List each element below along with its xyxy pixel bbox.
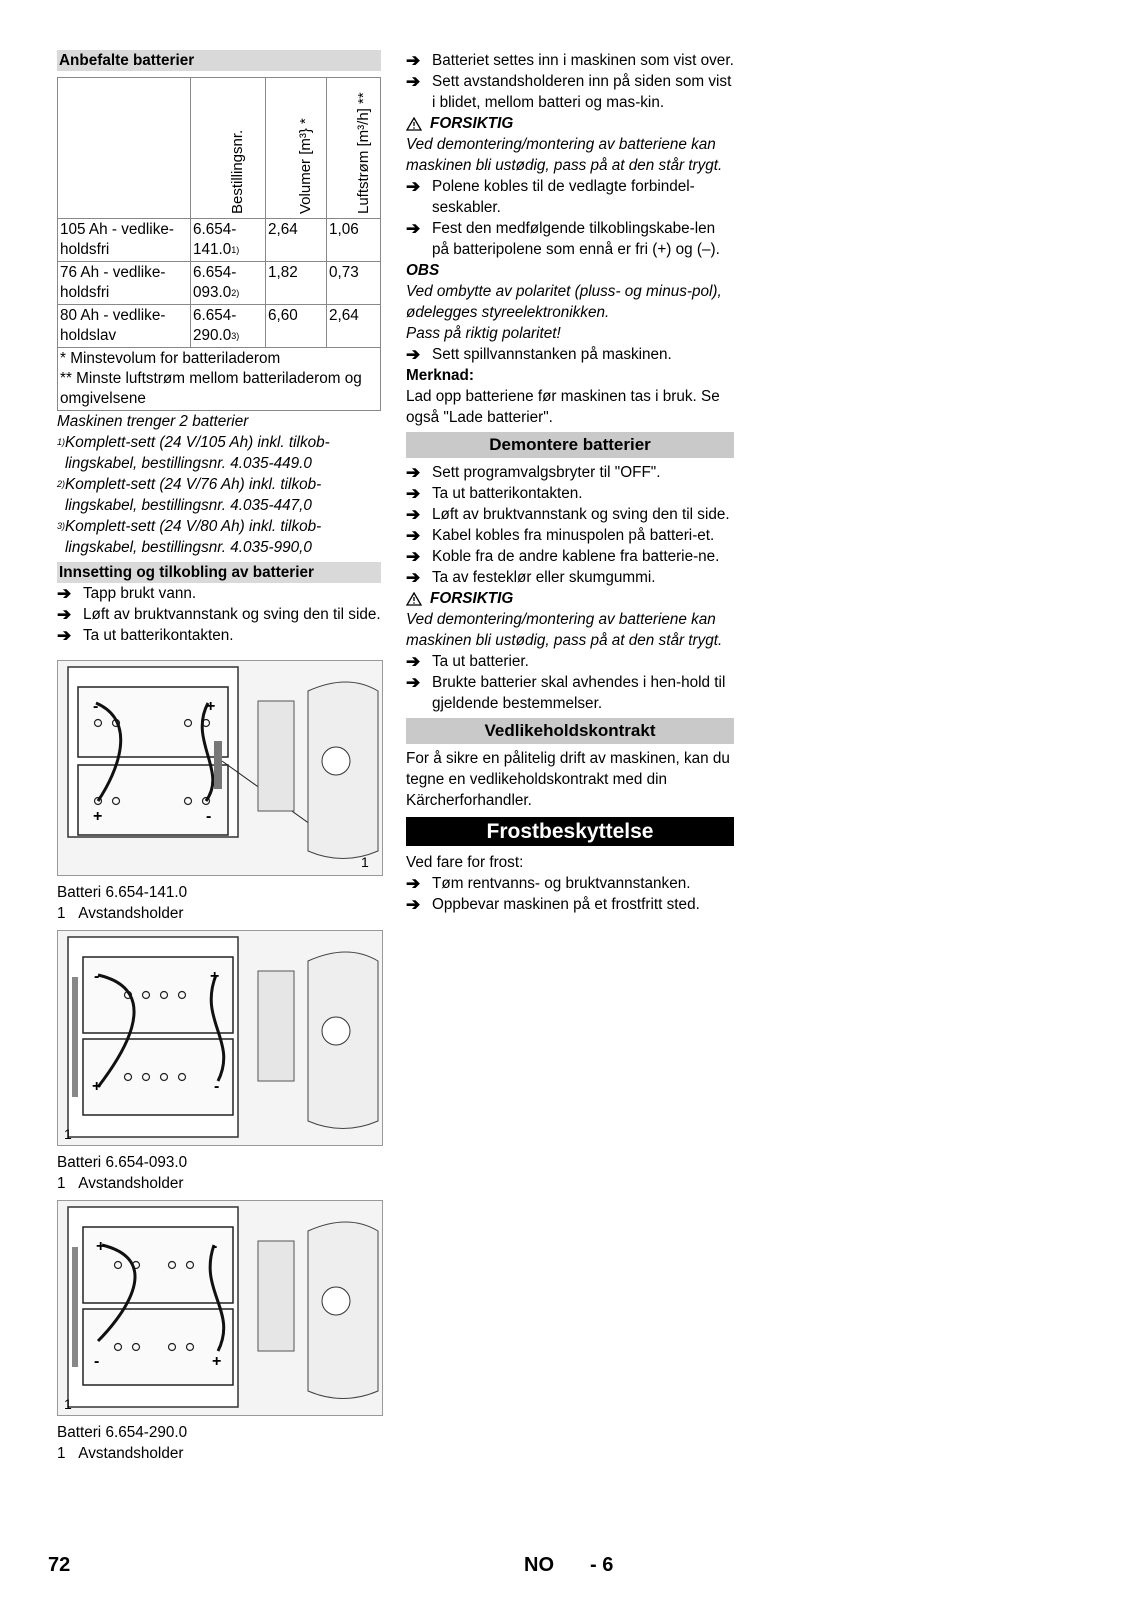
- order-number-cont: 290.0: [193, 327, 232, 344]
- arrow-icon: ➔: [406, 568, 421, 587]
- volume-value: 6,60: [266, 305, 327, 348]
- frost-step: ➔ Oppbevar maskinen på et frostfritt sted.: [406, 895, 700, 914]
- order-number: 6.654-: [193, 307, 237, 324]
- plus-terminal-label: +: [96, 1238, 106, 1255]
- figure-legend: 1 Avstandsholder: [57, 905, 184, 922]
- battery-name-cont: holdsfri: [60, 284, 110, 301]
- footnote-2: 2) Komplett-sett (24 V/76 Ah) inkl. tilkob-lingskabel, bestillingsnr. 4.035-447,0: [57, 476, 322, 514]
- remove-step: ➔ Koble fra de andre kablene fra batterie-ne.: [406, 547, 720, 566]
- arrow-icon: ➔: [406, 673, 421, 692]
- obs-text: Ved ombytte av polaritet (pluss- og minus-pol), ødelegges styreelektronikken.: [406, 283, 722, 321]
- callout-number: 1: [64, 1126, 72, 1142]
- caution-heading: FORSIKTIG: [406, 588, 734, 609]
- note-heading: Merknad:: [406, 367, 474, 384]
- arrow-icon: ➔: [406, 219, 421, 238]
- table-note-airflow: ** Minste luftstrøm mellom batteriladerom og omgivelsene: [60, 370, 362, 407]
- column-header-order-number: Bestillingsnr.: [229, 129, 246, 214]
- arrow-icon: ➔: [406, 345, 421, 364]
- callout-number: 1: [64, 1396, 72, 1412]
- remove-step: ➔ Ta ut batterier.: [406, 652, 529, 671]
- arrow-icon: ➔: [406, 72, 421, 91]
- minus-terminal-label: -: [212, 1238, 218, 1255]
- table-row: [58, 305, 381, 348]
- arrow-icon: ➔: [406, 652, 421, 671]
- order-number: 6.654-: [193, 221, 237, 238]
- figure-legend: 1 Avstandsholder: [57, 1175, 184, 1192]
- install-step: ➔ Batteriet settes inn i maskinen som vist over.: [406, 51, 734, 70]
- arrow-icon: ➔: [406, 505, 421, 524]
- arrow-icon: ➔: [406, 874, 421, 893]
- battery-diagram-icon: [58, 1201, 382, 1415]
- plus-terminal-label: +: [206, 698, 216, 715]
- battery-name-cont: holdsfri: [60, 241, 110, 258]
- footnote-ref: 3): [231, 331, 240, 341]
- arrow-icon: ➔: [57, 584, 72, 603]
- order-number-cont: 093.0: [193, 284, 232, 301]
- minus-terminal-label: -: [94, 1353, 100, 1370]
- arrow-icon: ➔: [406, 463, 421, 482]
- minus-terminal-label: -: [93, 698, 99, 715]
- plus-terminal-label: +: [93, 808, 103, 825]
- column-header-airflow: Luftstrøm [m³/h] **: [354, 92, 372, 214]
- install-step: ➔ Tapp brukt vann.: [57, 584, 197, 603]
- minus-terminal-label: -: [206, 808, 212, 825]
- airflow-value: 1,06: [327, 219, 381, 262]
- install-heading: Innsetting og tilkobling av batterier: [57, 562, 381, 583]
- plus-terminal-label: +: [92, 1078, 102, 1095]
- battery-name-cont: holdslav: [60, 327, 117, 344]
- arrow-icon: ➔: [406, 526, 421, 545]
- frost-protection-heading: Frostbeskyttelse: [406, 817, 734, 846]
- battery-figure-1: [57, 660, 383, 876]
- language-code: NO: [524, 1554, 554, 1576]
- arrow-icon: ➔: [406, 895, 421, 914]
- order-number-cont: 141.0: [193, 241, 232, 258]
- remove-step: ➔ Løft av bruktvannstank og sving den til side.: [406, 505, 730, 524]
- figure-caption: Batteri 6.654-290.0: [57, 1424, 188, 1441]
- figure-caption: Batteri 6.654-093.0: [57, 1154, 188, 1171]
- remove-step: ➔ Sett programvalgsbryter til "OFF".: [406, 463, 661, 482]
- maintenance-contract-heading: Vedlikeholdskontrakt: [406, 718, 734, 744]
- battery-name: 105 Ah - vedlike-: [60, 221, 174, 238]
- remove-step: ➔ Kabel kobles fra minuspolen på batteri-et.: [406, 526, 715, 545]
- warning-triangle-icon: [406, 117, 422, 131]
- install-step: ➔ Polene kobles til de vedlagte forbindel-seskabler.: [406, 177, 695, 216]
- callout-number: 1: [361, 854, 369, 870]
- plus-terminal-label: +: [212, 1353, 222, 1370]
- minus-terminal-label: -: [214, 1078, 220, 1095]
- volume-value: 2,64: [266, 219, 327, 262]
- remove-step: ➔ Brukte batterier skal avhendes i hen-hold til gjeldende bestemmelser.: [406, 673, 726, 712]
- note-text: Lad opp batteriene før maskinen tas i bruk. Se også "Lade batterier".: [406, 388, 720, 426]
- remove-step: ➔ Ta av festeklør eller skumgummi.: [406, 568, 656, 587]
- footnote-ref: 1): [231, 245, 240, 255]
- plus-terminal-label: +: [210, 968, 220, 985]
- table-row: [58, 219, 381, 262]
- caution-heading: FORSIKTIG: [406, 113, 734, 134]
- arrow-icon: ➔: [57, 605, 72, 624]
- caution-text: Ved demontering/montering av batteriene kan maskinen bli ustødig, pass på at den står trygt.: [406, 136, 723, 174]
- left-column: [57, 50, 381, 1464]
- warning-triangle-icon: [406, 592, 422, 606]
- caution-text: Ved demontering/montering av batteriene kan maskinen bli ustødig, pass på at den står trygt.: [406, 611, 723, 649]
- arrow-icon: ➔: [57, 626, 72, 645]
- obs-heading: OBS: [406, 262, 440, 279]
- footnote-1: 1) Komplett-sett (24 V/105 Ah) inkl. tilkob-lingskabel, bestillingsnr. 4.035-449.0: [57, 434, 330, 472]
- volume-value: 1,82: [266, 262, 327, 305]
- table-row: [58, 262, 381, 305]
- page-number: 72: [48, 1554, 71, 1576]
- remove-step: ➔ Ta ut batterikontakten.: [406, 484, 583, 503]
- arrow-icon: ➔: [406, 177, 421, 196]
- battery-name: 76 Ah - vedlike-: [60, 264, 166, 281]
- airflow-value: 0,73: [327, 262, 381, 305]
- table-header-row: [58, 78, 381, 219]
- table-notes-row: [58, 348, 381, 411]
- table-note-volume: * Minstevolum for batteriladerom: [60, 350, 281, 367]
- airflow-value: 2,64: [327, 305, 381, 348]
- battery-table: [57, 77, 381, 411]
- minus-terminal-label: -: [94, 968, 100, 985]
- battery-diagram-icon: [58, 661, 382, 875]
- battery-figure-3: [57, 1200, 383, 1416]
- column-header-volume: Volumer [m³} *: [297, 118, 314, 214]
- install-step: ➔ Løft av bruktvannstank og sving den til side.: [57, 605, 381, 624]
- arrow-icon: ➔: [406, 484, 421, 503]
- battery-count-note: Maskinen trenger 2 batterier: [57, 413, 249, 430]
- footnote-3: 3) Komplett-sett (24 V/80 Ah) inkl. tilkob-lingskabel, bestillingsnr. 4.035-990,0: [57, 518, 322, 556]
- obs-text-2: Pass på riktig polaritet!: [406, 325, 561, 342]
- footnote-ref: 2): [231, 288, 240, 298]
- battery-figure-2: [57, 930, 383, 1146]
- install-step: ➔ Fest den medfølgende tilkoblingskabe-len på batteripolene som ennå er fri (+) og (–).: [406, 219, 720, 258]
- remove-batteries-heading: Demontere batterier: [406, 432, 734, 458]
- install-step: ➔ Sett avstandsholderen inn på siden som vist i blidet, mellom batteri og mas-kin.: [406, 72, 732, 111]
- battery-name: 80 Ah - vedlike-: [60, 307, 166, 324]
- figure-legend: 1 Avstandsholder: [57, 1445, 184, 1462]
- frost-step: ➔ Tøm rentvanns- og bruktvannstanken.: [406, 874, 691, 893]
- install-step: ➔ Ta ut batterikontakten.: [57, 626, 234, 645]
- recommended-batteries-heading: Anbefalte batterier: [57, 50, 381, 71]
- right-column: [406, 50, 734, 915]
- maintenance-contract-text: For å sikre en pålitelig drift av maskinen, kan du tegne en vedlikeholdskontrakt med din Kärcherforhandler.: [406, 750, 730, 809]
- battery-diagram-icon: [58, 931, 382, 1145]
- arrow-icon: ➔: [406, 547, 421, 566]
- sub-page-number: - 6: [590, 1554, 614, 1576]
- figure-caption: Batteri 6.654-141.0: [57, 884, 188, 901]
- install-step: ➔ Sett spillvannstanken på maskinen.: [406, 345, 672, 364]
- arrow-icon: ➔: [406, 51, 421, 70]
- order-number: 6.654-: [193, 264, 237, 281]
- frost-intro: Ved fare for frost:: [406, 854, 524, 871]
